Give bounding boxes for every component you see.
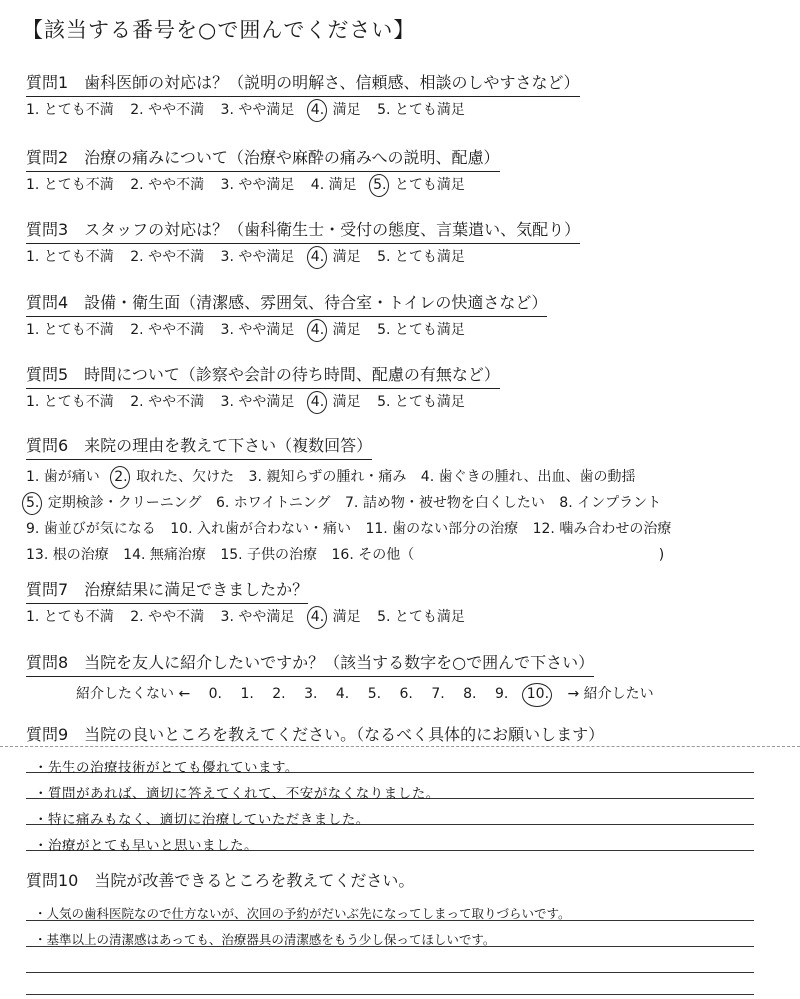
question-3: [26, 217, 580, 266]
question-2-options: [26, 174, 500, 194]
q1-option-5[interactable]: 5. とても満足: [377, 102, 465, 118]
question-8: [26, 650, 668, 703]
question-1: [26, 70, 580, 119]
question-3-options: [26, 246, 580, 266]
q9-answer-3[interactable]: ・特に痛みもなく、適切に治療していただきました。: [34, 812, 370, 828]
q3-option-4-circled[interactable]: 4.: [310, 249, 325, 265]
q4-option-1[interactable]: 1. とても不満: [26, 322, 114, 338]
q1-option-2[interactable]: 2. やや不満: [130, 102, 205, 118]
question-4: [26, 290, 547, 339]
q6-option-4[interactable]: 4. 歯ぐきの腫れ、出血、歯の動揺: [420, 469, 636, 485]
q6-option-14[interactable]: 14. 無痛治療: [123, 547, 206, 563]
q6-option-5-circled[interactable]: 5.: [26, 495, 40, 511]
q3-option-2[interactable]: 2. やや不満: [130, 249, 205, 265]
q9-answer-4[interactable]: ・治療がとても早いと思いました。: [34, 838, 258, 854]
q2-option-4[interactable]: 4. 満足: [310, 177, 357, 193]
question-5: [26, 362, 500, 411]
q2-option-5-label: とても満足: [394, 177, 465, 193]
q8-scale: [26, 683, 668, 703]
q6-option-15[interactable]: 15. 子供の治療: [220, 547, 318, 563]
q8-score-7[interactable]: 7.: [431, 686, 445, 702]
q5-option-4-label: 満足: [332, 394, 361, 410]
question-9-heading: 質問9 当院の良いところを教えてください。（なるべく具体的にお願いします）: [26, 725, 605, 744]
q6-option-13[interactable]: 13. 根の治療: [26, 547, 109, 563]
q5-option-3[interactable]: 3. やや満足: [220, 394, 295, 410]
divider: [0, 746, 800, 747]
q8-score-10-circled[interactable]: 10.: [526, 686, 550, 702]
question-3-heading: 質問3 スタッフの対応は？（歯科衛生士・受付の態度、言葉遣い、気配り）: [26, 217, 580, 244]
q8-right-label: → 紹介したい: [567, 686, 654, 702]
q10-answer-2[interactable]: ・基準以上の清潔感はあっても、治療器具の清潔感をもう少し保ってほしいです。: [34, 932, 496, 947]
q6-other-close-paren: ): [658, 547, 665, 563]
q7-option-4-label: 満足: [332, 609, 361, 625]
q7-option-3[interactable]: 3. やや満足: [220, 609, 295, 625]
q3-option-4-label: 満足: [332, 249, 361, 265]
q4-option-4-circled[interactable]: 4.: [310, 322, 325, 338]
question-5-heading: 質問5 時間について（診察や会計の待ち時間、配慮の有無など）: [26, 362, 500, 389]
q2-option-5-circled[interactable]: 5.: [373, 177, 387, 193]
q8-score-0[interactable]: 0.: [208, 686, 222, 702]
q3-option-3[interactable]: 3. やや満足: [220, 249, 295, 265]
q8-score-9[interactable]: 9.: [494, 686, 509, 702]
question-4-heading: 質問4 設備・衛生面（清潔感、雰囲気、待合室・トイレの快適さなど）: [26, 290, 547, 317]
q4-option-3[interactable]: 3. やや満足: [220, 322, 295, 338]
question-10-heading: 質問10 当院が改善できるところを教えてください。: [26, 871, 415, 890]
q8-score-2[interactable]: 2.: [272, 686, 286, 702]
q1-option-3[interactable]: 3. やや満足: [220, 102, 295, 118]
q6-option-16[interactable]: 16. その他（: [331, 547, 415, 563]
q6-option-11[interactable]: 11. 歯のない部分の治療: [365, 521, 519, 537]
q7-option-4-circled[interactable]: 4.: [310, 609, 325, 625]
q8-score-8[interactable]: 8.: [463, 686, 477, 702]
q6-option-8[interactable]: 8. インプラント: [559, 495, 662, 511]
question-10: [26, 868, 414, 894]
q7-option-2[interactable]: 2. やや不満: [130, 609, 205, 625]
q6-option-2-label: 取れた、欠けた: [136, 469, 235, 485]
q6-option-5-label: 定期検診・クリーニング: [47, 495, 202, 511]
question-2-heading: 質問2 治療の痛みについて（治療や麻酔の痛みへの説明、配慮）: [26, 145, 500, 172]
question-1-heading: 質問1 歯科医師の対応は？（説明の明解さ、信頼感、相談のしやすさなど）: [26, 70, 580, 97]
question-7-options: [26, 606, 477, 626]
q9-answer-1[interactable]: ・先生の治療技術がとても優れています。: [34, 760, 299, 776]
q1-option-4-circled[interactable]: 4.: [310, 102, 325, 118]
q6-option-2-circled[interactable]: 2.: [114, 469, 128, 485]
q10-answer-1[interactable]: ・人気の歯科医院なので仕方ないが、次回の予約がだいぶ先になってしまって取りづらいです。: [34, 906, 571, 921]
q6-row-2: [26, 492, 681, 512]
q5-option-1[interactable]: 1. とても不満: [26, 394, 114, 410]
q7-option-1[interactable]: 1. とても不満: [26, 609, 114, 625]
q3-option-1[interactable]: 1. とても不満: [26, 249, 114, 265]
q1-option-1[interactable]: 1. とても不満: [26, 102, 114, 118]
q6-option-3[interactable]: 3. 親知らずの腫れ・痛み: [248, 469, 407, 485]
q6-row-3: [26, 518, 681, 538]
q6-option-12[interactable]: 12. 噛み合わせの治療: [532, 521, 672, 537]
question-2: [26, 145, 500, 194]
q8-score-1[interactable]: 1.: [240, 686, 254, 702]
q7-option-5[interactable]: 5. とても満足: [377, 609, 465, 625]
answer-line: [26, 972, 754, 973]
q6-option-7[interactable]: 7. 詰め物・被せ物を白くしたい: [345, 495, 545, 511]
q2-option-2[interactable]: 2. やや不満: [130, 177, 205, 193]
q4-option-5[interactable]: 5. とても満足: [377, 322, 465, 338]
q8-score-5[interactable]: 5.: [367, 686, 382, 702]
q8-score-4[interactable]: 4.: [335, 686, 350, 702]
q4-option-4-label: 満足: [332, 322, 361, 338]
q4-option-2[interactable]: 2. やや不満: [130, 322, 205, 338]
q2-option-1[interactable]: 1. とても不満: [26, 177, 114, 193]
q6-option-1[interactable]: 1. 歯が痛い: [26, 469, 100, 485]
q6-row-4: [26, 544, 681, 564]
q6-option-10[interactable]: 10. 入れ歯が合わない・痛い: [170, 521, 351, 537]
q8-score-6[interactable]: 6.: [399, 686, 413, 702]
q5-option-4-circled[interactable]: 4.: [310, 394, 325, 410]
question-7: [26, 577, 477, 626]
q6-row-1: [26, 466, 681, 486]
question-7-heading: 質問7 治療結果に満足できましたか？: [26, 577, 308, 604]
answer-line: [26, 994, 754, 995]
question-1-options: [26, 99, 580, 119]
q8-left-label: 紹介したくない ←: [76, 686, 191, 702]
q9-answer-2[interactable]: ・質問があれば、適切に答えてくれて、不安がなくなりました。: [34, 786, 440, 802]
page-title: 【該当する番号を○で囲んでください】: [22, 18, 416, 42]
q6-option-9[interactable]: 9. 歯並びが気になる: [26, 521, 156, 537]
question-4-options: [26, 319, 547, 339]
question-6: [26, 433, 681, 564]
q5-option-2[interactable]: 2. やや不満: [130, 394, 205, 410]
question-5-options: [26, 391, 500, 411]
q1-option-4-label: 満足: [332, 102, 361, 118]
q2-option-3[interactable]: 3. やや満足: [220, 177, 295, 193]
q3-option-5[interactable]: 5. とても満足: [377, 249, 465, 265]
question-6-heading: 質問6 来院の理由を教えて下さい（複数回答）: [26, 433, 372, 460]
question-9: [26, 722, 604, 748]
q8-score-3[interactable]: 3.: [304, 686, 318, 702]
q6-option-6[interactable]: 6. ホワイトニング: [216, 495, 331, 511]
q5-option-5[interactable]: 5. とても満足: [377, 394, 465, 410]
question-8-heading: 質問8 当院を友人に紹介したいですか？（該当する数字を○で囲んで下さい）: [26, 650, 594, 677]
